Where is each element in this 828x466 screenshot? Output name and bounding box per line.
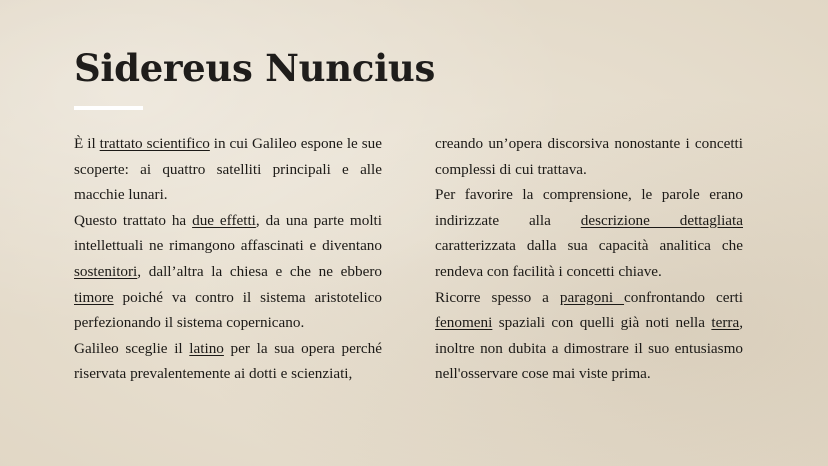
underlined-term-terra: terra	[711, 314, 740, 332]
underlined-term-descrizione-dettagliata: descrizione dettagliata	[580, 211, 743, 229]
text-segment: È il	[74, 135, 100, 152]
text-segment: in cui Galileo espone le sue scoperte: ai quattro satelliti principali e alle macchie lunari.	[74, 135, 382, 204]
underlined-term-timore: timore	[74, 288, 114, 306]
text-segment: Ricorre spesso a	[435, 288, 560, 306]
paragraph-intro	[74, 131, 382, 208]
left-text-column	[74, 131, 382, 387]
underlined-term-fenomeni: fenomeni	[435, 314, 493, 332]
text-segment: , dall’altra la chiesa e che ne ebbero	[137, 262, 382, 280]
underlined-term-sostenitori: sostenitori	[74, 262, 138, 280]
text-segment: poiché va contro il sistema aristotelico perfezionando il sistema copernicano.	[74, 288, 382, 332]
text-segment: Per favorire la comprensione, le parole erano indirizzate alla	[435, 186, 743, 229]
paragraph-comparisons	[435, 285, 743, 387]
text-segment: , da una parte molti intellettuali ne rimangono affascinati e diventano	[74, 211, 382, 255]
text-segment: per la sua opera perché riservata prevalentemente ai dotti e scienziati,	[74, 339, 382, 383]
paragraph-effects	[74, 208, 382, 336]
slide-title: Sidereus Nuncius	[74, 46, 435, 90]
text-segment: Galileo sceglie il	[74, 339, 190, 357]
right-text-column	[435, 131, 743, 387]
paragraph-latin	[74, 336, 382, 387]
text-segment: caratterizzata dalla sua capacità analitica che rendeva con facilità i concetti chiave.	[435, 237, 743, 280]
text-segment: spaziali con quelli già noti nella	[492, 314, 712, 332]
underlined-term-due-effetti: due effetti	[192, 211, 256, 229]
text-segment: , inoltre non dubita a dimostrare il suo entusiasmo nell'osservare cose mai viste prima.	[435, 314, 743, 383]
underlined-term-paragoni: paragoni	[559, 288, 625, 306]
text-segment: Questo trattato ha	[74, 211, 193, 229]
underlined-term-latino: latino	[189, 339, 224, 357]
paragraph-comprehension	[435, 182, 743, 284]
title-underline-bar	[74, 106, 143, 110]
underlined-term-trattato-scientifico: trattato scientifico	[99, 135, 210, 152]
text-segment: creando un’opera discorsiva nonostante i concetti complessi di cui trattava.	[435, 135, 743, 178]
paragraph-discursive	[435, 131, 743, 182]
text-segment: confrontando certi	[624, 288, 743, 306]
